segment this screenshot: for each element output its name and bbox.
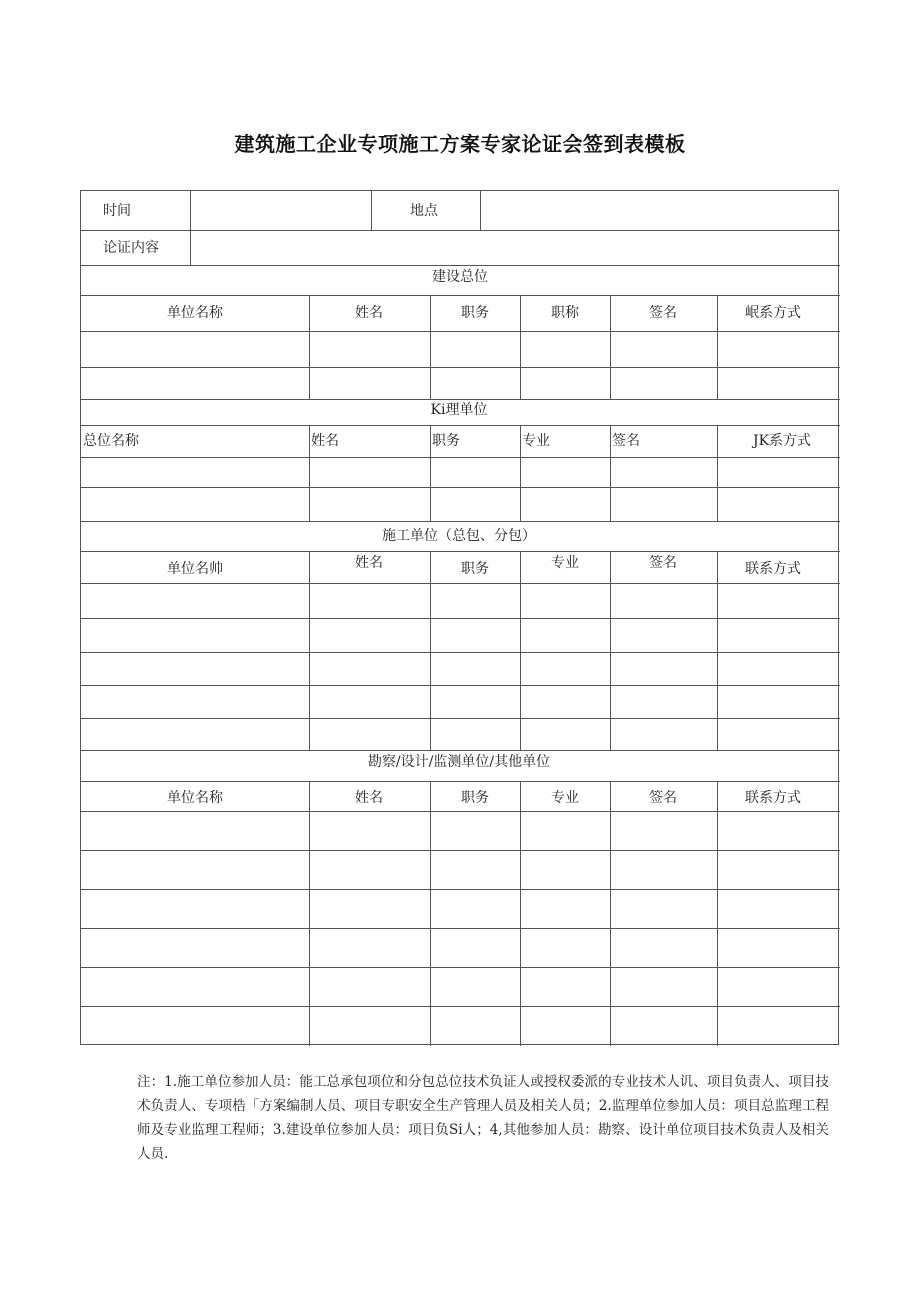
section-title-construction-owner: 建设总位 <box>432 269 488 285</box>
col-line <box>309 551 310 750</box>
row-line <box>81 967 840 968</box>
row-line <box>81 457 840 458</box>
column-header: 联系方式 <box>745 790 801 806</box>
row-line <box>81 265 840 266</box>
row-line <box>81 367 840 368</box>
time-label: 时间 <box>103 203 131 219</box>
column-header: 姓名 <box>311 433 339 449</box>
col-line <box>520 781 521 1046</box>
column-header: 职务 <box>432 433 460 449</box>
place-label: 地点 <box>410 203 438 219</box>
row-line <box>81 652 840 653</box>
row-line <box>81 331 840 332</box>
row-line <box>81 685 840 686</box>
column-header: 联系方式 <box>745 561 801 577</box>
column-header: 单位名称 <box>167 790 223 806</box>
content-label: 论证内容 <box>103 240 159 256</box>
col-line <box>610 551 611 750</box>
column-header: 总位名称 <box>83 433 139 449</box>
sign-in-table <box>80 190 839 1045</box>
row-line <box>81 850 840 851</box>
col-line <box>520 551 521 750</box>
col-line <box>309 425 310 521</box>
row-line <box>81 1006 840 1007</box>
row-line <box>81 811 840 812</box>
col-line <box>717 551 718 750</box>
column-header: 职务 <box>461 561 489 577</box>
column-header: 签名 <box>649 555 677 571</box>
row-line <box>81 425 840 426</box>
column-header: 签名 <box>649 305 677 321</box>
col-line <box>480 191 481 230</box>
row-line <box>81 618 840 619</box>
column-header: 签名 <box>649 790 677 806</box>
row-line <box>81 750 840 751</box>
col-line <box>430 781 431 1046</box>
row-line <box>81 551 840 552</box>
row-line <box>81 718 840 719</box>
row-line <box>81 889 840 890</box>
column-header: 岷系方式 <box>745 305 801 321</box>
col-line <box>610 781 611 1046</box>
section-title-supervision: Ki理单位 <box>430 402 488 418</box>
page-title: 建筑施工企业专项施工方案专家论证会签到表模板 <box>234 132 686 156</box>
col-line <box>430 425 431 521</box>
column-header: 专业 <box>522 433 550 449</box>
row-line <box>81 399 840 400</box>
col-line <box>190 191 191 265</box>
col-line <box>309 781 310 1046</box>
row-line <box>81 521 840 522</box>
row-line <box>81 230 840 231</box>
row-line <box>81 487 840 488</box>
column-header: 单位名帅 <box>167 561 223 577</box>
row-line <box>81 781 840 782</box>
col-line <box>371 191 372 230</box>
col-line <box>520 425 521 521</box>
col-line <box>717 781 718 1046</box>
row-line <box>81 928 840 929</box>
column-header: 姓名 <box>355 305 383 321</box>
column-header: 专业 <box>551 555 579 571</box>
column-header: 职务 <box>461 305 489 321</box>
col-line <box>717 295 718 399</box>
col-line <box>430 551 431 750</box>
column-header: 职称 <box>551 305 579 321</box>
column-header: 姓名 <box>355 790 383 806</box>
footnote: 注：1.施工单位参加人员：能工总承包项位和分包总位技术负证人或授权委派的专业技术人讥、项目负责人、项目技术负责人、专项梏「方案编制人员、项目专职安全生产管理人员及相关人员；2.监理单位参加人员：项目总监理工程师及专业监理工程师；3.建设单位参加人员：项日负Si人；4,其他参加人员：勘察、设计单位项目技术负责人及相关人员. <box>137 1074 829 1162</box>
col-line <box>430 295 431 399</box>
col-line <box>309 295 310 399</box>
column-header: 单位名称 <box>167 305 223 321</box>
section-title-survey-design: 勘察/设计/监测单位/其他单位 <box>367 754 551 770</box>
col-line <box>610 425 611 521</box>
column-header: 签名 <box>612 433 640 449</box>
column-header: 姓名 <box>355 555 383 571</box>
section-title-construction-unit: 施工单位（总包、分包） <box>382 528 536 544</box>
column-header: JK系方式 <box>752 433 812 449</box>
row-line <box>81 583 840 584</box>
col-line <box>520 295 521 399</box>
row-line <box>81 295 840 296</box>
column-header: 职务 <box>461 790 489 806</box>
col-line <box>610 295 611 399</box>
column-header: 专业 <box>551 790 579 806</box>
col-line <box>717 425 718 521</box>
